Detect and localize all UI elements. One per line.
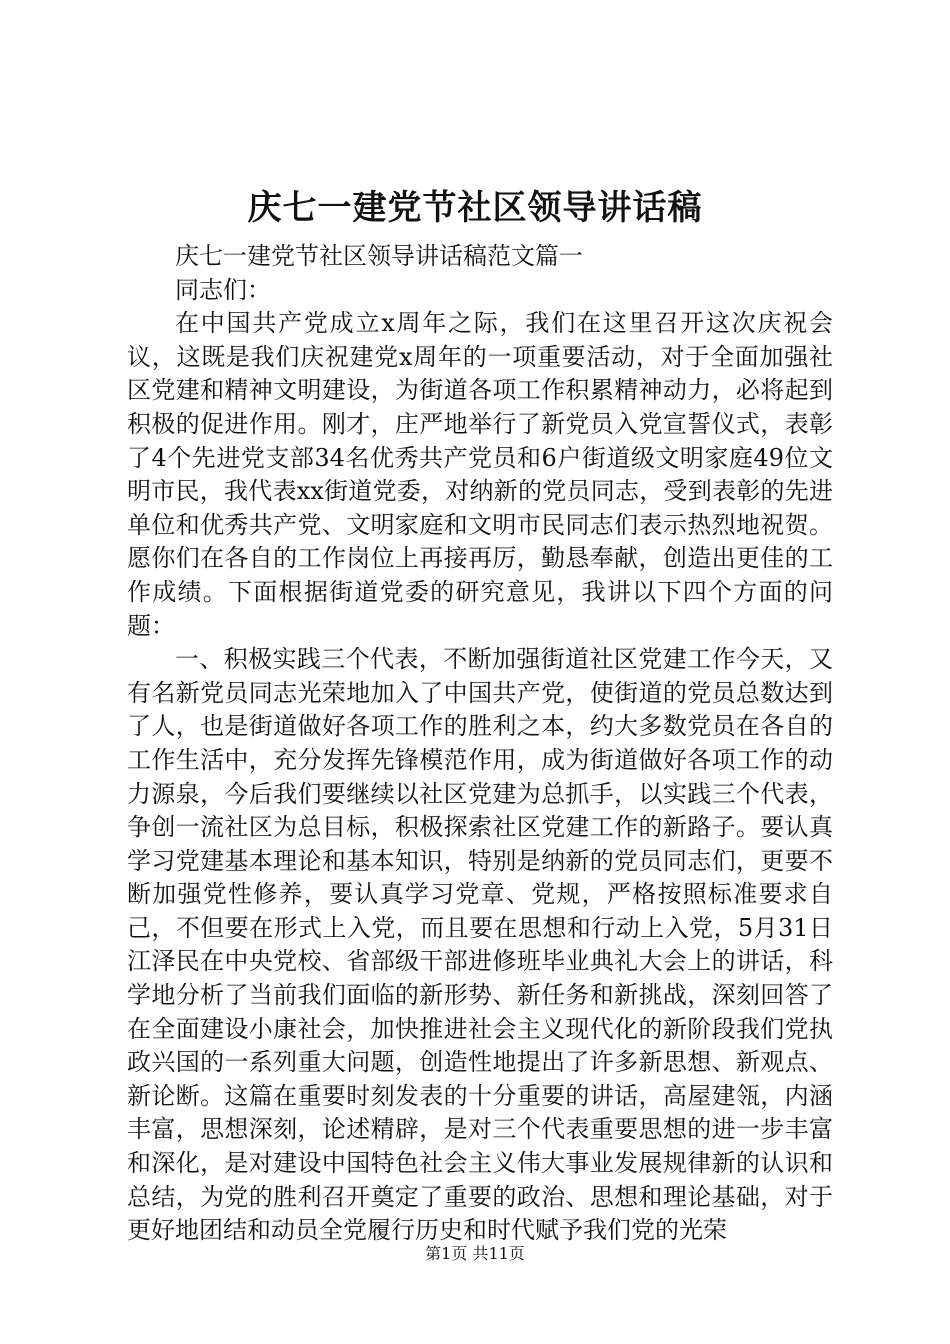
document-subtitle: 庆七一建党节社区领导讲话稿范文篇一 (175, 242, 583, 270)
page-number-footer: 第1页 共11页 (425, 1244, 525, 1263)
paragraph-1: 在中国共产党成立x周年之际，我们在这里召开这次庆祝会议，这既是我们庆祝建党x周年的一项重要活动，对于全面加强社区党建和精神文明建设，为街道各项工作积累精神动力，必将起到积极的促进作用。刚才，庄严地举行了新党员入党宣誓仪式，表彰了4个先进党支部34名优秀共产党员和6户街道级文明家庭49位文明市民，我代表xx街道党委，对纳新的党员同志，受到表彰的先进单位和优秀共产党、文明家庭和文明市民同志们表示热烈地祝贺。愿你们在各自的工作岗位上再接再厉，勤恳奉献，创造出更佳的工作成绩。下面根据街道党委的研究意见，我讲以下四个方面的问题： (127, 309, 833, 640)
document-body (127, 240, 833, 1248)
document-title: 庆七一建党节社区领导讲话稿 (247, 188, 703, 228)
salutation: 同志们： (175, 275, 271, 304)
paragraph-2: 一、积极实践三个代表，不断加强街道社区党建工作今天，又有名新党员同志光荣地加入了中国共产党，使街道的党员总数达到了人，也是街道做好各项工作的胜利之本，约大多数党员在各自的工作生活中，充分发挥先锋模范作用，成为街道做好各项工作的动力源泉，今后我们要继续以社区党建为总抓手，以实践三个代表，争创一流社区为总目标，积极探索社区党建工作的新路子。要认真学习党建基本理论和基本知识，特别是纳新的党员同志们，更要不断加强党性修养，要认真学习党章、党规，严格按照标准要求自己，不但要在形式上入党，而且要在思想和行动上入党，5月31日江泽民在中央党校、省部级干部进修班毕业典礼大会上的讲话，科学地分析了当前我们面临的新形势、新任务和新挑战，深刻回答了在全面建设小康社会，加快推进社会主义现代化的新阶段我们党执政兴国的一系列重大问题，创造性地提出了许多新思想、新观点、新论断。这篇在重要时刻发表的十分重要的讲话，高屋建瓴，内涵丰富，思想深刻，论述精辟，是对三个代表重要思想的进一步丰富和深化，是对建设中国特色社会主义伟大事业发展规律新的认识和总结，为党的胜利召开奠定了重要的政治、思想和理论基础，对于更好地团结和动员全党履行历史和时代赋予我们党的光荣 (127, 645, 833, 1245)
